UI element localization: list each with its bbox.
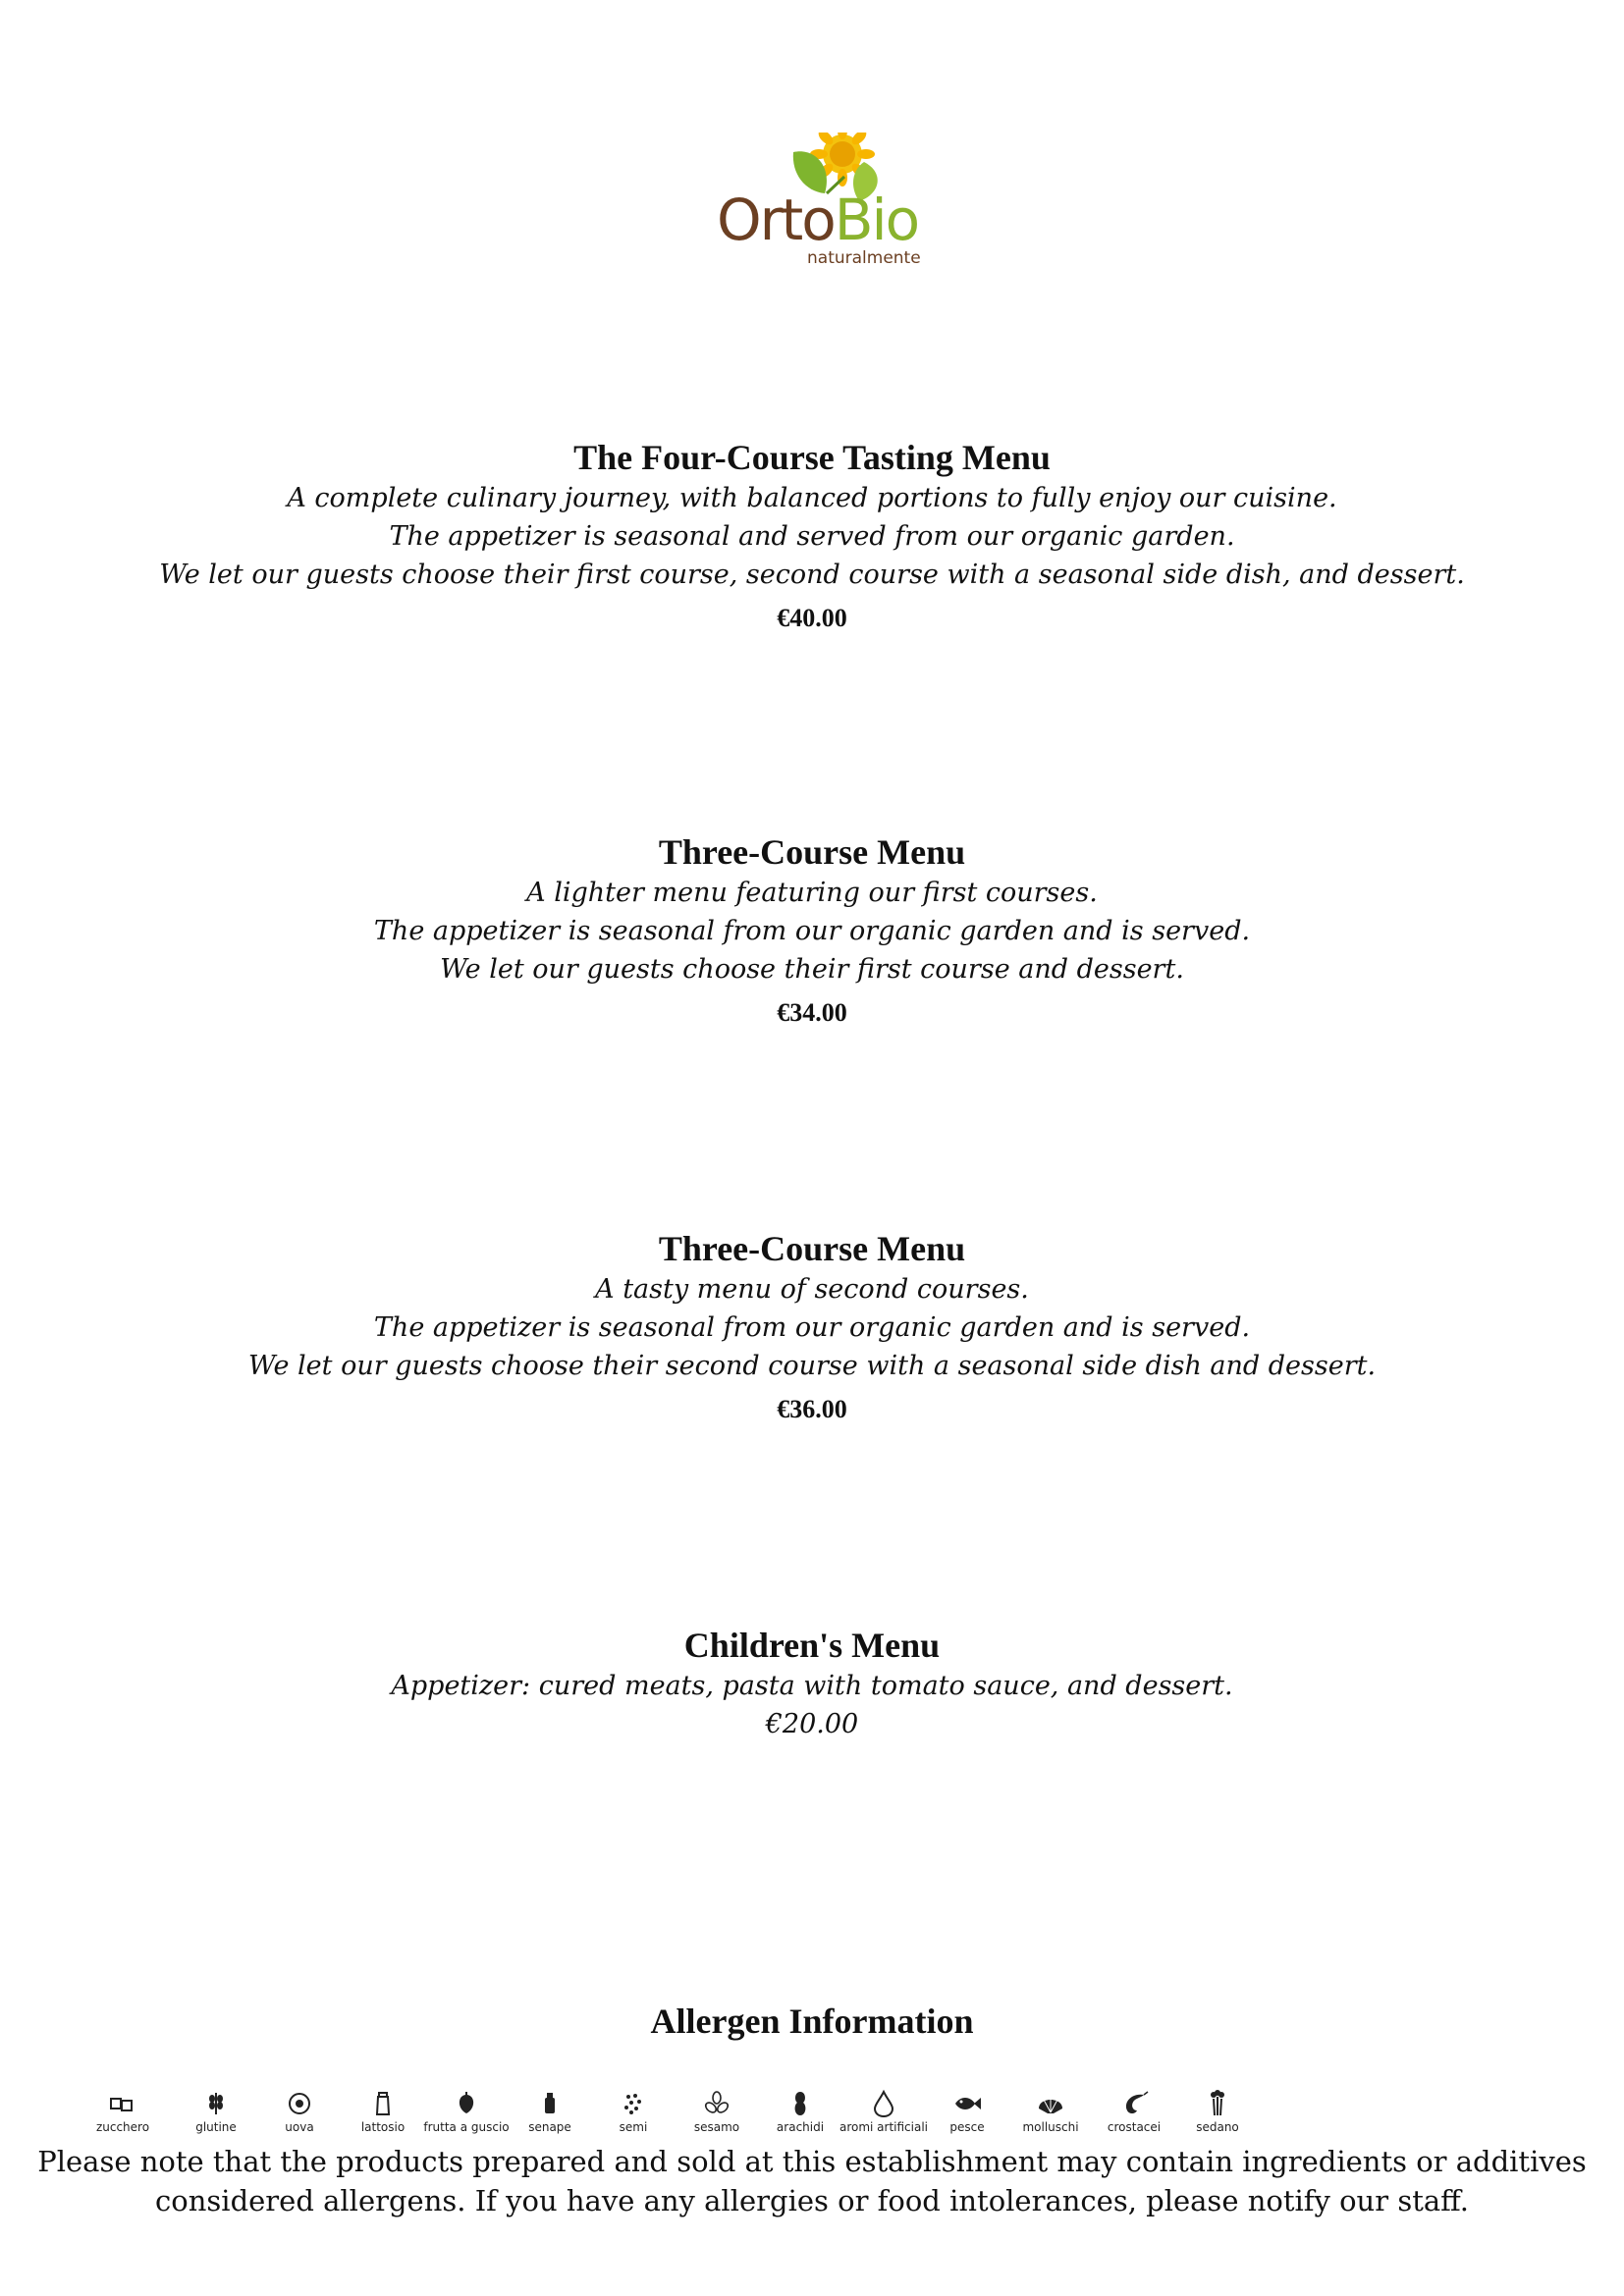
- celery-icon: [1203, 2089, 1232, 2118]
- allergen-label: zucchero: [95, 2120, 150, 2134]
- allergen-notice: [0, 2142, 1624, 2220]
- sugar-icon: [108, 2089, 137, 2118]
- menu-line: Appetizer: cured meats, pasta with tomato sauce, and dessert.: [391, 1671, 1233, 1701]
- menu-title: Three-Course Menu: [658, 832, 966, 872]
- allergen-label: molluschi: [1022, 2120, 1079, 2134]
- menu-line: A tasty menu of second courses.: [595, 1274, 1029, 1305]
- logo-orto: Orto: [717, 187, 835, 253]
- egg-icon: [285, 2089, 314, 2118]
- menu-line: We let our guests choose their first course, second course with a seasonal side dish, and dessert.: [159, 560, 1465, 590]
- allergen-label: aromi artificiali: [839, 2120, 929, 2134]
- notice-line-1: Please note that the products prepared and sold at this establishment may contain ingredients or additives: [37, 2145, 1587, 2178]
- shell-icon: [1036, 2089, 1065, 2118]
- menu-price: €34.00: [777, 998, 847, 1027]
- allergen-label: sesamo: [693, 2120, 740, 2134]
- milk-icon: [368, 2089, 398, 2118]
- nut-icon: [452, 2089, 481, 2118]
- menu-line: The appetizer is seasonal from our organic garden and is served.: [373, 916, 1251, 946]
- menu-line: A lighter menu featuring our first courses.: [526, 878, 1098, 908]
- peanut-icon: [785, 2089, 815, 2118]
- logo-wordmark: [717, 187, 919, 253]
- drop-icon: [869, 2089, 898, 2118]
- wheat-icon: [201, 2089, 231, 2118]
- menu-line: The appetizer is seasonal and served from our organic garden.: [389, 521, 1235, 552]
- menu-price: €40.00: [777, 604, 847, 632]
- menu-line: A complete culinary journey, with balanced portions to fully enjoy our cuisine.: [287, 483, 1337, 513]
- allergen-label: frutta a guscio: [423, 2120, 510, 2134]
- menu-price: €20.00: [765, 1709, 859, 1739]
- mustard-icon: [535, 2089, 565, 2118]
- menu-title: The Four-Course Tasting Menu: [573, 438, 1051, 477]
- menu-section-tasting: [0, 436, 1624, 641]
- menu-price: €36.00: [777, 1395, 847, 1423]
- allergen-label: sedano: [1196, 2120, 1239, 2134]
- allergen-icon-row: [88, 2089, 1463, 2148]
- allergen-label: senape: [528, 2120, 571, 2134]
- menu-section-children: [0, 1624, 1624, 1743]
- fish-icon: [952, 2089, 982, 2118]
- shrimp-icon: [1119, 2089, 1149, 2118]
- allergen-label: pesce: [949, 2120, 985, 2134]
- allergen-label: arachidi: [776, 2120, 825, 2134]
- notice-line-2: considered allergens. If you have any allergies or food intolerances, please notify our staff.: [155, 2184, 1469, 2217]
- logo-bio: Bio: [834, 187, 919, 253]
- menu-line: The appetizer is seasonal from our organic garden and is served.: [373, 1312, 1251, 1343]
- seeds-icon: [619, 2089, 648, 2118]
- allergen-label: crostacei: [1107, 2120, 1162, 2134]
- logo-tagline: naturalmente: [807, 248, 921, 268]
- allergen-item: [1164, 2089, 1272, 2134]
- menu-section-second-courses: [0, 1227, 1624, 1432]
- allergen-title: Allergen Information: [650, 2002, 974, 2041]
- menu-line: We let our guests choose their second course with a seasonal side dish and dessert.: [247, 1351, 1377, 1381]
- allergen-item: [69, 2089, 177, 2134]
- menu-section-first-courses: [0, 830, 1624, 1036]
- allergen-label: semi: [619, 2120, 648, 2134]
- sesame-icon: [702, 2089, 731, 2118]
- ortobio-logo: [717, 133, 943, 270]
- allergen-label: uova: [285, 2120, 314, 2134]
- allergen-label: lattosio: [360, 2120, 406, 2134]
- menu-title: Three-Course Menu: [658, 1229, 966, 1268]
- allergen-label: glutine: [195, 2120, 237, 2134]
- menu-line: We let our guests choose their first course and dessert.: [440, 954, 1184, 985]
- menu-title: Children's Menu: [683, 1626, 941, 1665]
